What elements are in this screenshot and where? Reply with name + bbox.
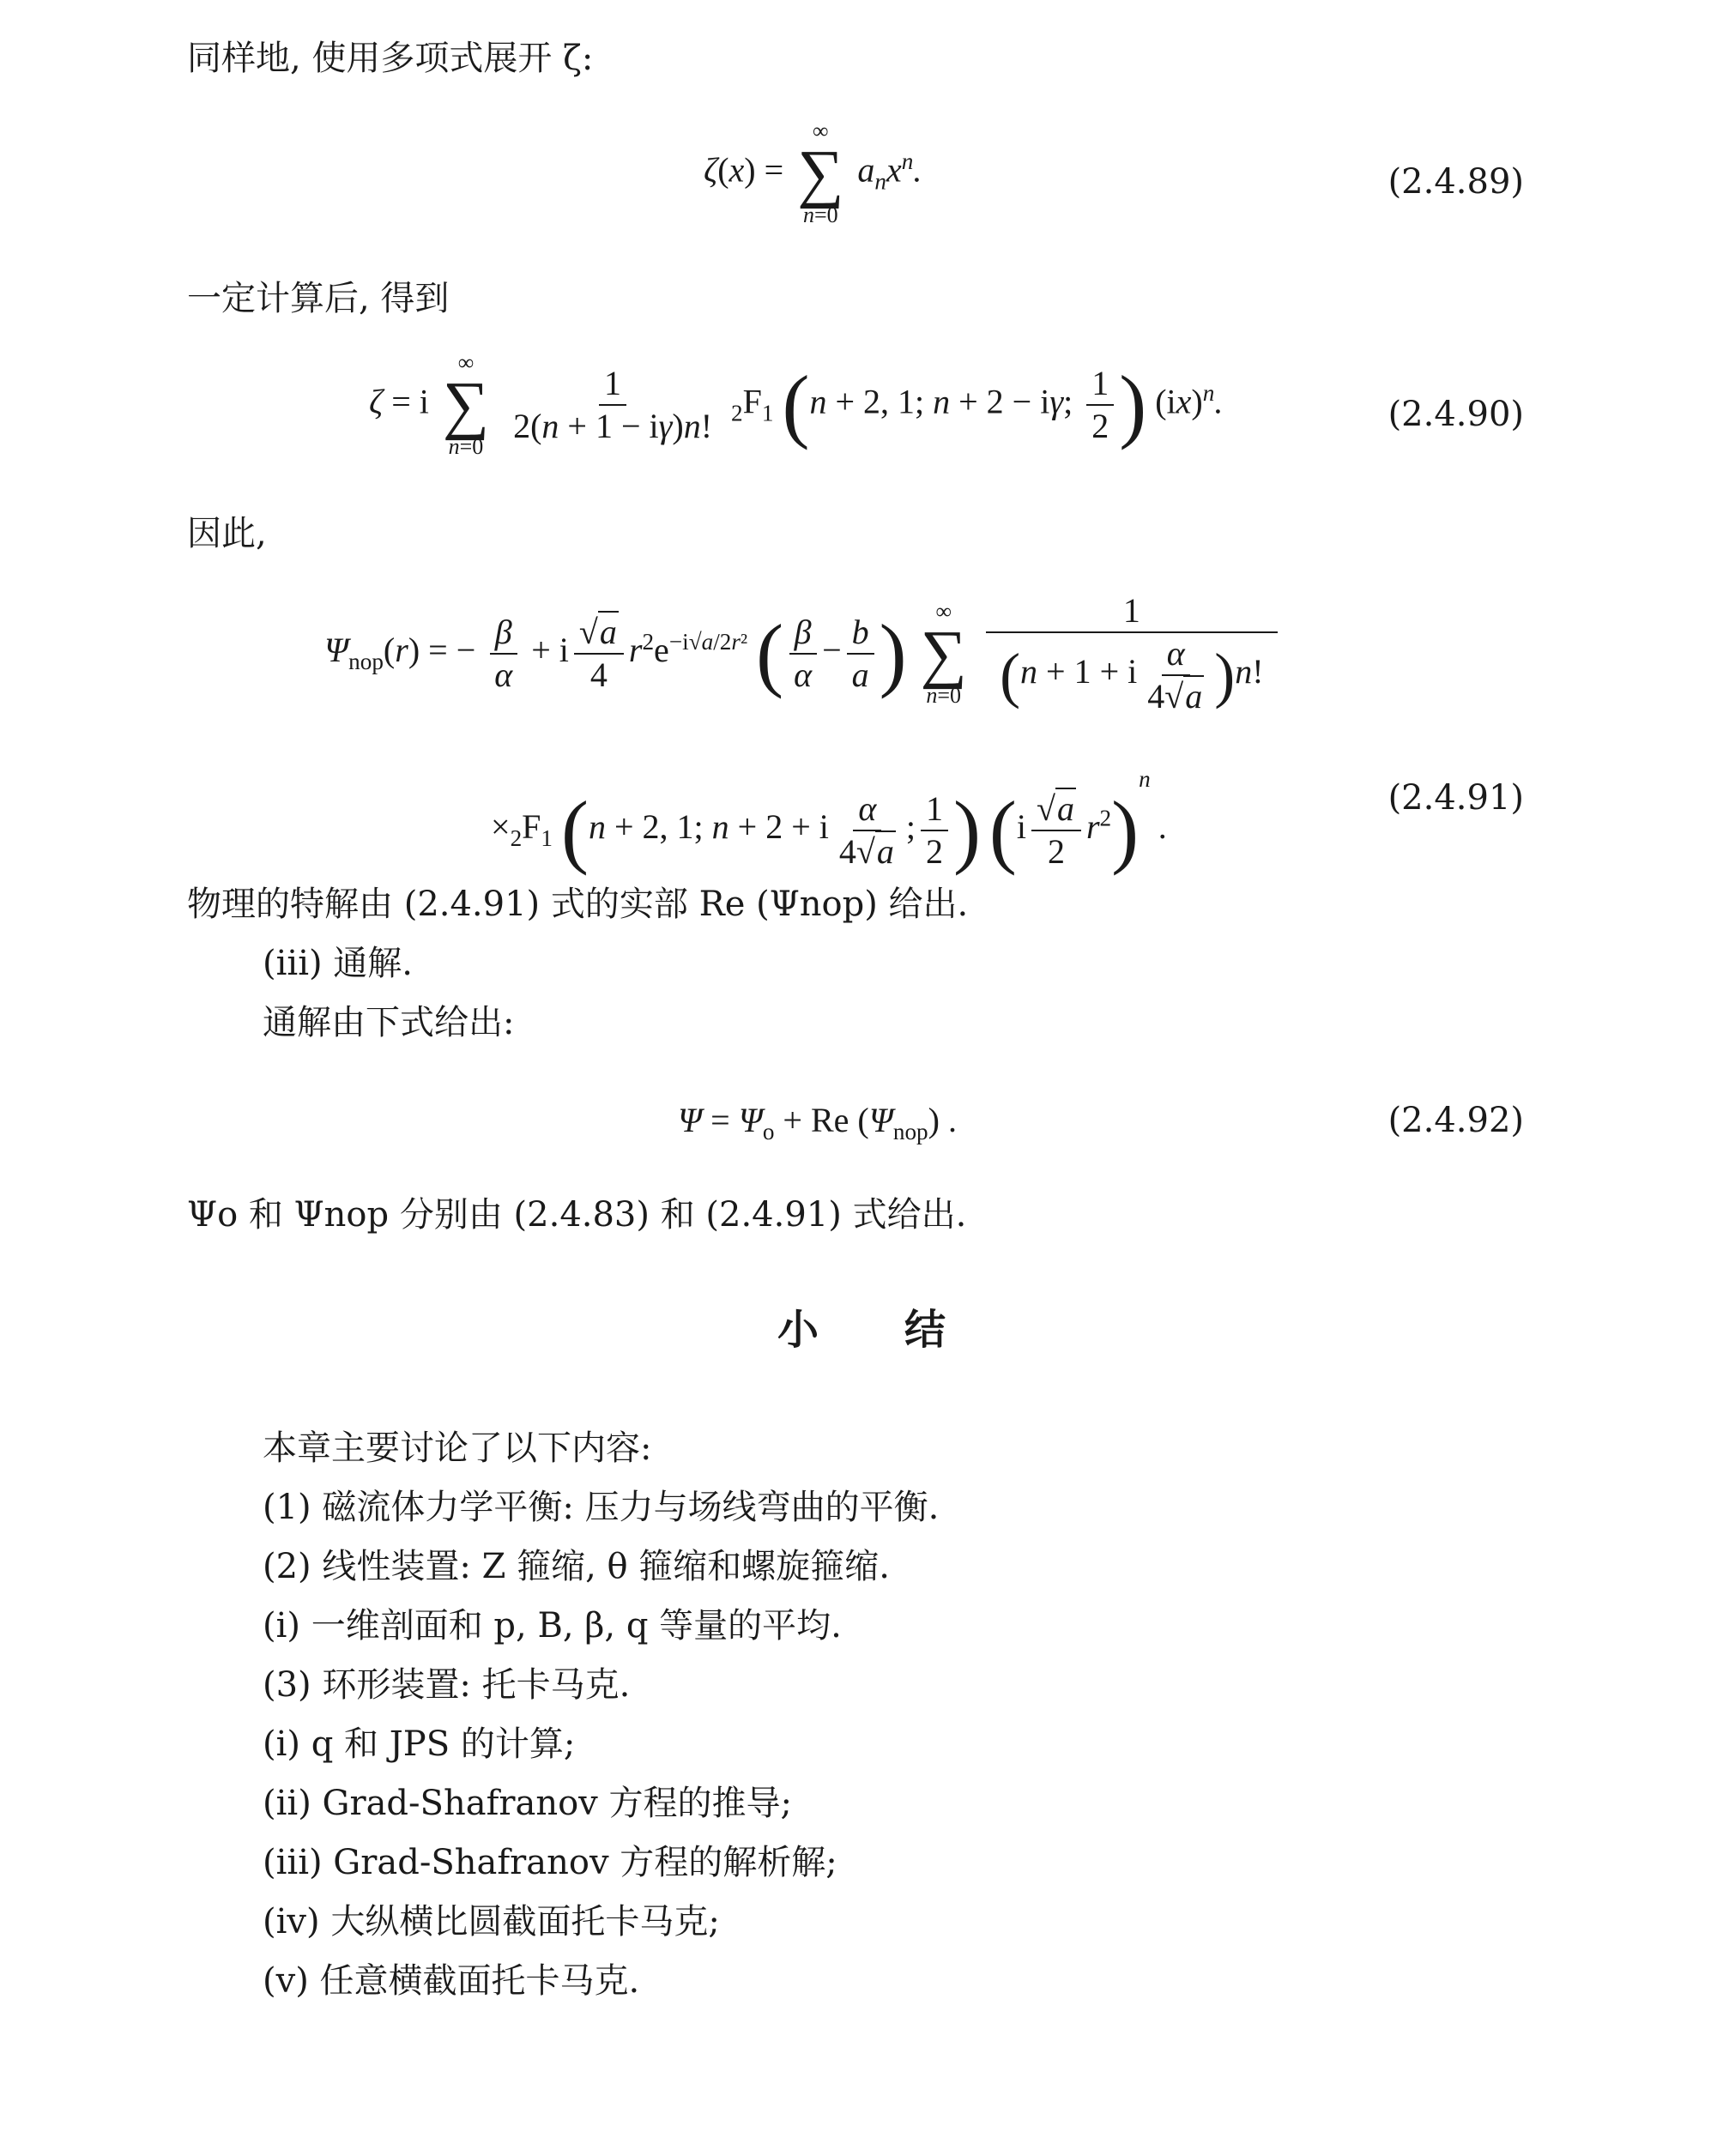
summary-heading	[0, 1304, 1723, 1356]
after-eq89-text: 一定计算后, 得到	[187, 279, 450, 318]
summary-item: (iv) 大纵横比圆截面托卡马克;	[263, 1902, 720, 1942]
equation-number: (2.4.89)	[1387, 162, 1524, 202]
equation-2-4-91-line2: $\times_2F_1$ (n + 2, 1; n + 2 + i $\frac{\alpha}{4√a}$ ; $\frac{1}{2}$ ) (i $\frac{√a}{2}$ $r^2)^n$ .	[491, 766, 1168, 876]
summary-intro: 本章主要讨论了以下内容:	[263, 1428, 652, 1468]
summary-item: (v) 任意横截面托卡马克.	[263, 1961, 640, 2001]
equation-2-4-89: ζ(x) = ∞ ∑ n=0 $a_nx^n$.	[704, 118, 922, 228]
therefore-text: 因此,	[187, 514, 267, 553]
summary-item: (iii) Grad-Shafranov 方程的解析解;	[263, 1843, 837, 1882]
equation-number: (2.4.92)	[1387, 1101, 1524, 1140]
summary-item: (3) 环形装置: 托卡马克.	[263, 1665, 631, 1705]
general-solution-heading: (iii) 通解.	[263, 944, 414, 983]
summary-title-first: 小	[777, 1306, 819, 1354]
equation-number: (2.4.91)	[1387, 778, 1524, 818]
equation-number: (2.4.90)	[1387, 395, 1524, 434]
equation-2-4-92: $\Psi = \Psi_o + Re$ $(\Psi_{nop})$ .	[678, 1101, 957, 1144]
physical-solution-text: 物理的特解由 (2.4.91) 式的实部 Re (Ψnop) 给出.	[187, 885, 969, 924]
summary-item: (2) 线性装置: Z 箍缩, θ 箍缩和螺旋箍缩.	[263, 1547, 891, 1586]
explanation-text: Ψo 和 Ψnop 分别由 (2.4.83) 和 (2.4.91) 式给出.	[187, 1195, 967, 1235]
summary-title-second: 结	[904, 1306, 946, 1354]
summary-item: (ii) Grad-Shafranov 方程的推导;	[263, 1784, 792, 1823]
equation-2-4-90: ζ = i ∞ ∑ n=0 $\frac{1}{2(n + 1 - i\gamma)n!}$ $_2F_1$ (n + 2, 1; n + 2 − iγ; $\frac{1}{2}$ ) (ix)$^n$.	[369, 350, 1224, 460]
intro-text: 同样地, 使用多项式展开 ζ:	[187, 39, 594, 78]
summary-item: (i) q 和 JPS 的计算;	[263, 1724, 576, 1764]
summary-item: (i) 一维剖面和 p, B, β, q 等量的平均.	[263, 1606, 842, 1646]
general-solution-intro: 通解由下式给出:	[263, 1003, 515, 1042]
equation-2-4-91-line1: $\Psi_{nop}(r)$ = − $\frac{\beta}{\alpha}$ + i $\frac{√a}{4}$ $r^2e^{-i√a/2r^2}$ ( $\frac{\beta}{\alpha}$ − $\frac{b}{a}$ ) ∞ ∑ n=0 1 (n + 1 + i $\frac{\alpha}{4√a}$ )n!	[324, 592, 1283, 716]
summary-item: (1) 磁流体力学平衡: 压力与场线弯曲的平衡.	[263, 1488, 940, 1527]
